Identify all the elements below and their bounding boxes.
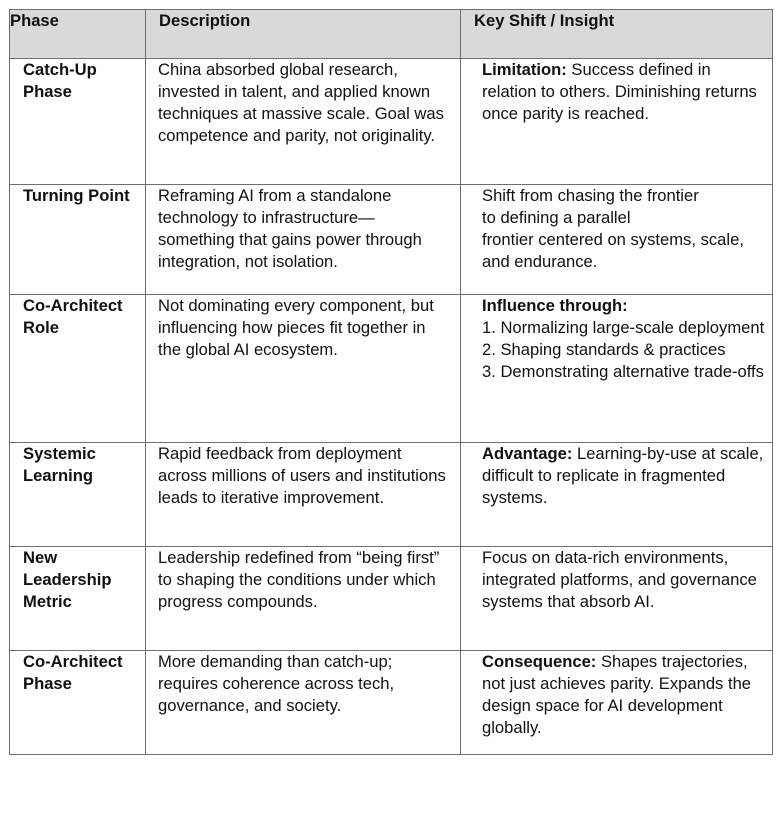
insight-text: Shapes trajectories, not just achieves parity. Expands the design space for AI development globally. xyxy=(482,652,752,737)
description-cell: Reframing AI from a standalone technology to infrastructure—something that gains power through integration, not isolation. xyxy=(146,185,461,295)
insight-text: Learning-by-use at scale, difficult to replicate in fragmented systems. xyxy=(482,444,764,507)
phase-cell: Turning Point xyxy=(10,185,146,295)
description-cell: More demanding than catch-up; requires coherence across tech, governance, and society. xyxy=(146,651,461,755)
insight-text: Success defined in relation to others. Diminishing returns once parity is reached. xyxy=(482,60,757,123)
insight-cell xyxy=(461,547,773,651)
insight-cell xyxy=(461,59,773,185)
insight-text: Focus on data-rich environments, integrated platforms, and governance systems that absorb AI. xyxy=(482,548,757,611)
insight-list-item: 3. Demonstrating alternative trade-offs xyxy=(482,362,764,381)
insight-line: to defining a parallel xyxy=(482,208,631,227)
insight-lead: Consequence: xyxy=(482,652,597,671)
description-cell: Leadership redefined from “being first” to shaping the conditions under which progress compounds. xyxy=(146,547,461,651)
table-row xyxy=(10,651,773,755)
table-row xyxy=(10,443,773,547)
header-insight: Key Shift / Insight xyxy=(461,10,773,59)
phase-cell: Co-Architect Role xyxy=(10,295,146,443)
insight-lead: Limitation: xyxy=(482,60,567,79)
insight-cell xyxy=(461,295,773,443)
description-cell: China absorbed global research, invested in talent, and applied known techniques at massive scale. Goal was competence and parity, not originality. xyxy=(146,59,461,185)
header-row xyxy=(10,10,773,59)
phase-cell: Systemic Learning xyxy=(10,443,146,547)
insight-lead: Influence through: xyxy=(482,296,628,315)
insight-cell xyxy=(461,185,773,295)
phase-table xyxy=(9,9,773,755)
table-row xyxy=(10,185,773,295)
insight-cell xyxy=(461,443,773,547)
insight-line: Shift from chasing the frontier xyxy=(482,186,699,205)
insight-lead: Advantage: xyxy=(482,444,573,463)
table-body xyxy=(10,59,773,755)
header-phase: Phase xyxy=(10,10,146,59)
table-header xyxy=(10,10,773,59)
insight-list-item: 2. Shaping standards & practices xyxy=(482,340,726,359)
insight-line: frontier centered on systems, scale, and endurance. xyxy=(482,230,744,271)
table-row xyxy=(10,59,773,185)
phase-cell: Catch-Up Phase xyxy=(10,59,146,185)
phase-cell: Co-Architect Phase xyxy=(10,651,146,755)
description-cell: Rapid feedback from deployment across millions of users and institutions leads to iterative improvement. xyxy=(146,443,461,547)
table-row xyxy=(10,547,773,651)
header-description: Description xyxy=(146,10,461,59)
phase-cell: New Leadership Metric xyxy=(10,547,146,651)
table-row xyxy=(10,295,773,443)
insight-cell xyxy=(461,651,773,755)
insight-list-item: 1. Normalizing large-scale deployment xyxy=(482,318,765,337)
description-cell: Not dominating every component, but influencing how pieces fit together in the global AI ecosystem. xyxy=(146,295,461,443)
